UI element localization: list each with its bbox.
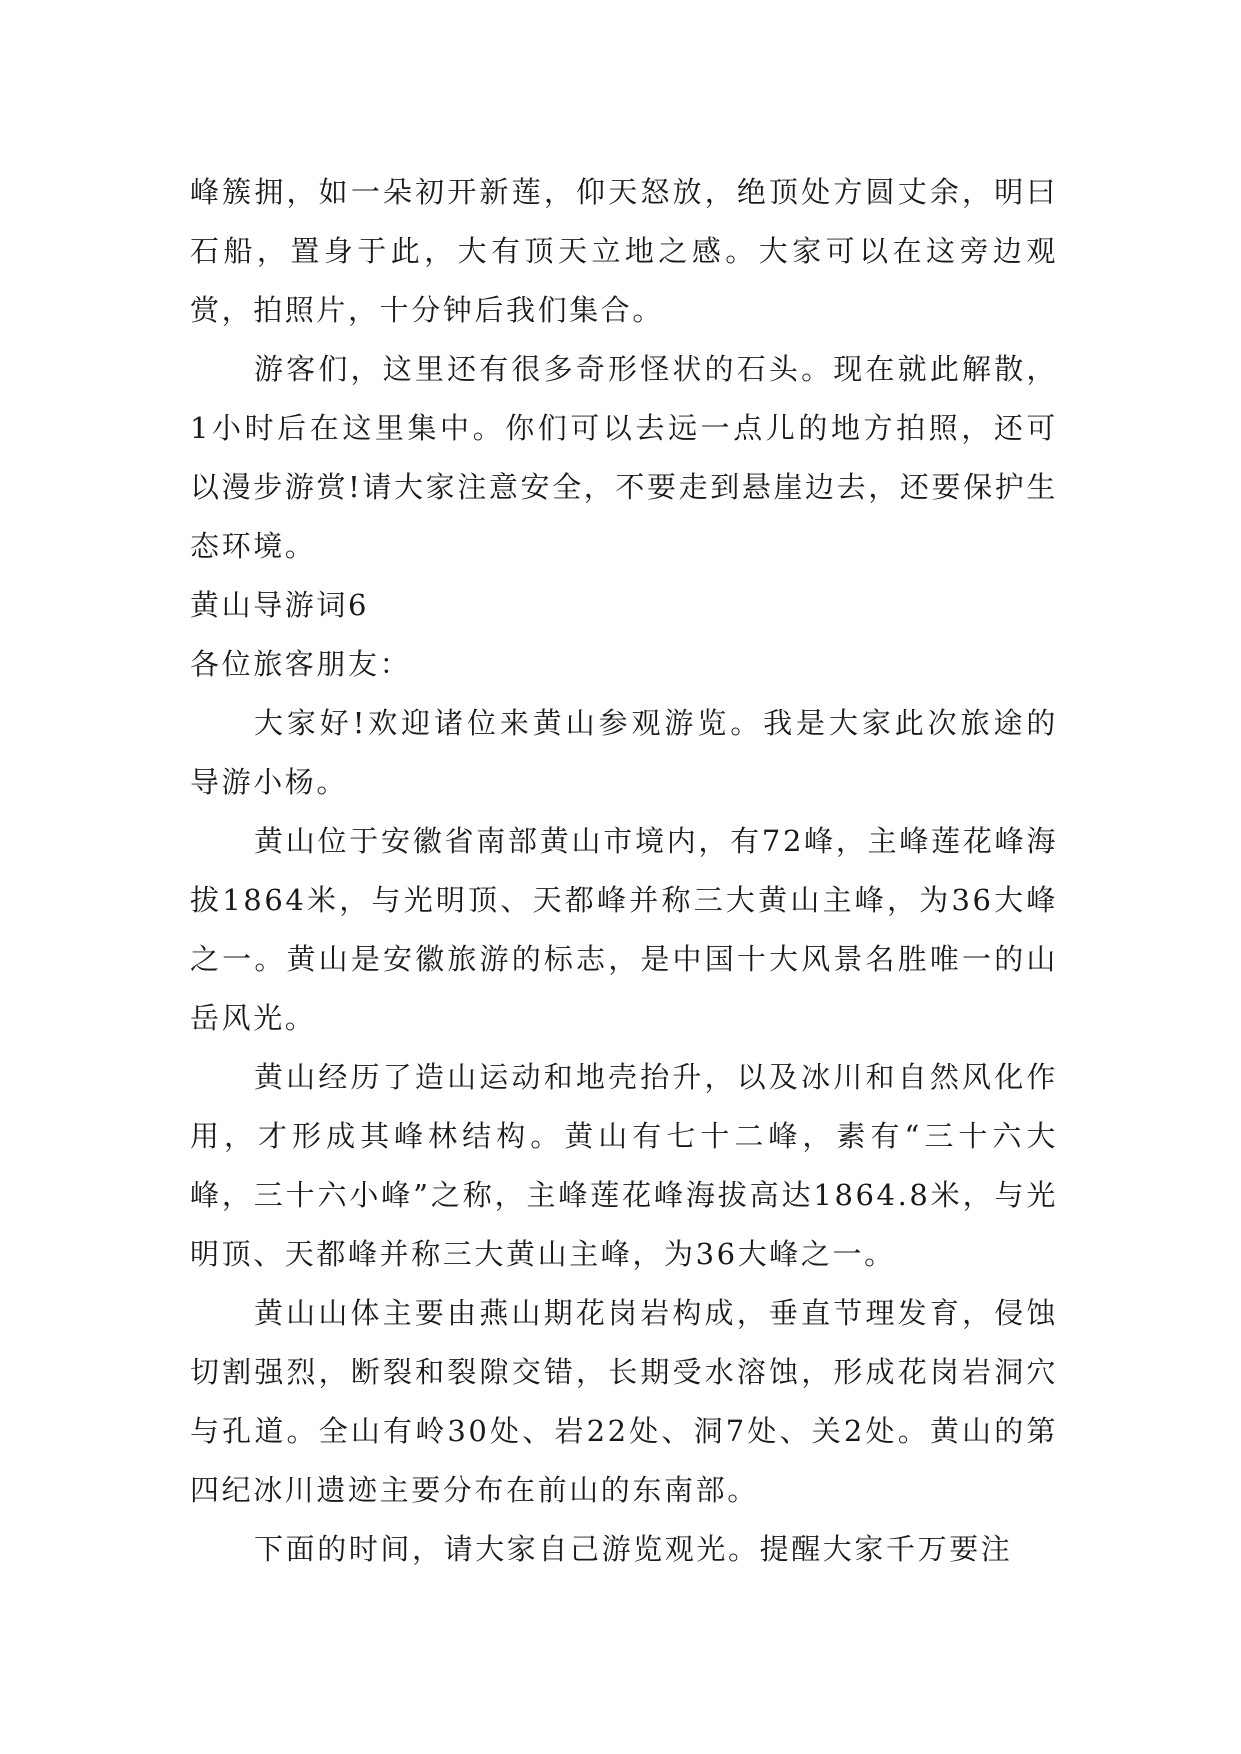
section-heading: 黄山导游词6	[190, 588, 370, 622]
paragraph-location: 黄山位于安徽省南部黄山市境内，有72峰，主峰莲花峰海拔1864米，与光明顶、天都峰并称三大黄山主峰，为36大峰之一。黄山是安徽旅游的标志，是中国十大风景名胜唯一的山岳风光。	[190, 824, 1058, 1035]
paragraph-continued: 峰簇拥，如一朵初开新莲，仰天怒放，绝顶处方圆丈余，明曰石船，置身于此，大有顶天立地之感。大家可以在这旁边观赏，拍照片，十分钟后我们集合。	[190, 175, 1058, 327]
salutation: 各位旅客朋友：	[190, 647, 412, 681]
paragraph-dismissal: 游客们，这里还有很多奇形怪状的石头。现在就此解散，1小时后在这里集中。你们可以去远一点儿的地方拍照，还可以漫步游赏!请大家注意安全，不要走到悬崖边去，还要保护生态环境。	[190, 352, 1058, 563]
paragraph-welcome: 大家好!欢迎诸位来黄山参观游览。我是大家此次旅途的导游小杨。	[190, 706, 1058, 799]
paragraph-free-time: 下面的时间，请大家自己游览观光。提醒大家千万要注	[254, 1532, 1013, 1566]
document-body	[190, 163, 1058, 1579]
paragraph-geology: 黄山山体主要由燕山期花岗岩构成，垂直节理发育，侵蚀切割强烈，断裂和裂隙交错，长期受水溶蚀，形成花岗岩洞穴与孔道。全山有岭30处、岩22处、洞7处、关2处。黄山的第四纪冰川遗迹主要分布在前山的东南部。	[190, 1296, 1058, 1507]
paragraph-formation: 黄山经历了造山运动和地壳抬升，以及冰川和自然风化作用，才形成其峰林结构。黄山有七十二峰，素有“三十六大峰，三十六小峰”之称，主峰莲花峰海拔高达1864.8米，与光明顶、天都峰并称三大黄山主峰，为36大峰之一。	[190, 1060, 1058, 1271]
